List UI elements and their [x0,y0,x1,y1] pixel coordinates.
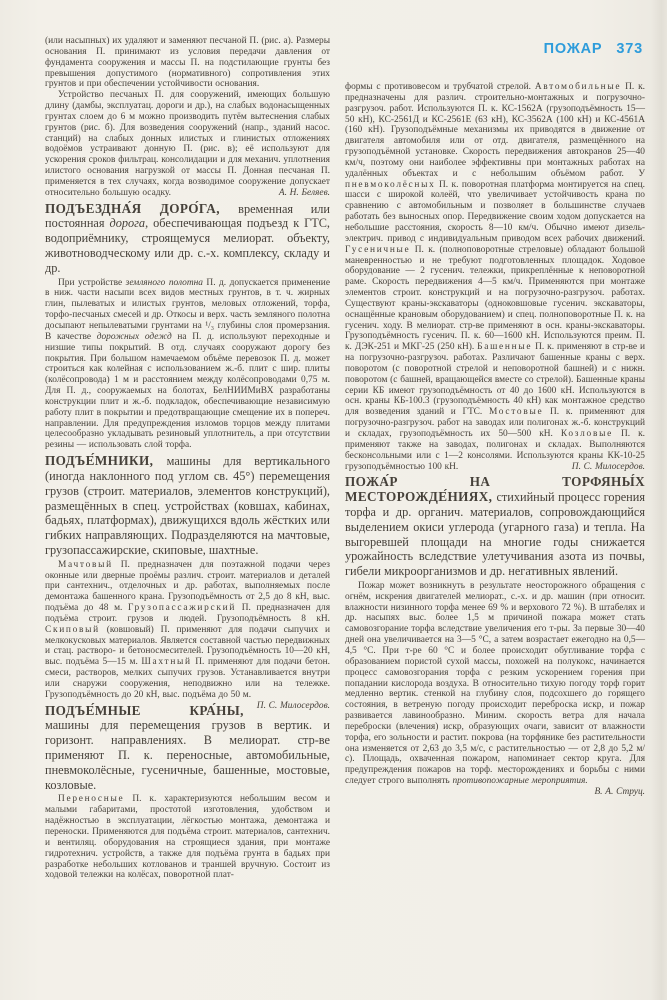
text-segment: П. к. применяют также на заводах, полигонах и складах. Выполняются бесконсольными или с 1—2 консолями. Используются краны КК-10-25 грузоподъёмностью 100 кН. [345,429,645,472]
text-segment: П. к. поворотная платформа монтируется на спец. шасси с широкой колеёй, что увеличивает устойчивость крана по сравнению с автомобильным и позволяет в большинстве случаев работать без выносных опор. Передвижение своим ходом допускается на небольшие расстояния, скорость 8—10 км/ч. Обычно имеют дизель-электрич. привод с индивидуальным приводом всех рабочих движений. [345,179,645,244]
text-segment: Гусеничные [345,244,411,255]
text-segment: П. к. предназначены для различ. строительно-монтажных и погрузочно-разгрузоч. работ. Используются П. к. КС-1562А (грузоподъёмность 15—50 кН), КС-2561Д и КС-2561Е (63 кН), КС-3562А (100 кН) и КС-4561А (160 кН). Грузоподъёмные механизмы их приводятся в движение от двигателя автомобиля или от отд. двигателя, размещённого на грузоподъёмной установке. Скорость передвижения автокранов 25—40 км/ч, поэтому они наиболее эффективны при монтажных работах на удалённых объектах и с небольшим объёмом работ. У [345,82,645,179]
entry-lead-paragraph [45,454,330,558]
text-segment: Пожар может возникнуть в результате неосторожного обращения с огнём, искрения двигателей мелиорат., с.-х. и др. машин (при относит. влажности низинного торфа менее 69 % и верхового 72 %). В штабелях и др. насыпях выс. более 1,5 м причиной пожара может стать самовозгорание торфа вследствие увеличения его т-ры. За первые 30—40 дней она увеличивается на 3—5 °С, а затем возрастает ежегодно на 0,5—4,5 °С. При т-ре 60 °С и более происходит обугливание торфа с образованием пористой сухой массы, похожей на полукокс, начинается процесс самовозгорания торфа с резким ускорением горения при попадании кислорода воздуха. В относительно тихую погоду торф горит медленно вертик. стенкой на глубину слоя, подсохшего до горящего состояния, в ветреную погоду происходит переброска искр, и пожар развивается лавинообразно. Миним. скорость ветра для начала переброски (влечения) искр, образующих очаги, зависит от влажности торфа, его зольности и растит. покрова (на торфянике без растительности она изменяется от 2,63 до 3,5 м/с, с растительностью — от 2,8 до 5,2 м/с). Площадь, охваченная пожаром, напоминает сектор круга. Для предупреждения пожаров на торф. месторождениях и борьбы с ними следует строго выполнять [345,580,645,787]
right-column-text [345,82,645,797]
text-segment: машины для перемещения грузов в вертик. и горизонт. направлениях. В мелиорат. стр-ве применяют П. к. переносные, автомобильные, пневмоколёсные, гусеничные, башенные, мостовые, козловые. [45,718,330,792]
text-segment: временная или постоянная [45,201,330,231]
text-segment: Мачтовый [58,559,113,570]
text-columns [45,36,645,881]
text-segment: дорога [109,216,146,231]
text-segment: на П. д. используют переходные и низшие типы покрытий. В отд. случаях сооружают дорогу без покрытия. При большом намечаемом объёме перевозок П. д. может строиться как колейная с использованием ж.-б. плит с шир. плиты (колёсопровода) 1 м и расстоянием между колёсопроводами 0,75 м. Для П. д., сооружаемых на болотах, БелНИИМиВХ разработаны конструкции плит и ж.-б. подкладок, обеспечивающие независимую работу плит в покрытии и предотвращающие смещение их в попереч. направлении. Для предупреждения изломов торцов между плитами целесообразно укладывать резиновый уплотнитель, а при отсутствии резины — использовать слой торфа. [45,331,330,451]
right-column [345,36,645,881]
text-segment: П. применяют для подачи бетон. смеси, растворов, мелких сыпучих грузов. Устанавливается внутри или снаружи сооружения, неподвижно или на тележке. Грузоподъёмность до 20 кН, выс. подъёма до 50 м. [45,657,330,700]
page-number: 373 [616,41,643,57]
text-segment: дорожных одежд [96,331,172,342]
entry-lead-paragraph [345,475,645,579]
text-segment: П. к. (полноповоротные стреловые) обладают большой маневренностью и не требуют подготовленных площадок. Ходовое оборудование — 2 гусенич. тележки, прикреплённые к неповоротной раме. Скорость передвижения 4—5 км/ч. Применяются при монтаже элементов строит. конструкций и на погрузочно-разгрузоч. работах. Существуют краны-экскаваторы (одноковшовые гусенич. экскаваторы, оснащённые крановым оборудованием) и спец. полноповоротные П. к. на гусенич. ходу. В мелиорат. стр-ве применяют в осн. краны-экскаваторы. Грузоподъёмность гусенич. П. к. 60—1600 кН. Используются преим. П. к. ДЭК-251 и МКГ-25 (250 кН). [345,244,645,353]
body-paragraph [345,580,645,797]
text-segment: Мостовые [488,407,544,418]
entry-lead-paragraph [45,202,330,276]
body-paragraph [45,36,330,90]
author-signature: П. С. Милосердов. [571,461,645,472]
body-paragraph [45,90,330,198]
left-column [45,36,330,881]
text-segment: Козловые [560,429,613,439]
text-segment: При устройстве [58,277,126,288]
entry-headword: ПОЖА́Р НА ТОРФЯНЫ́Х МЕСТОРОЖДЕ́НИЯХ, [345,474,645,505]
text-segment: Устройство песчаных П. для сооружений, имеющих большую длину (дамбы, эксплуатац. дороги и др.), на слабых водонасыщенных грунтах слоем до 6 м можно производить путём вытеснения слабых грунтов (рис. б). Для возведения сооружений (напр., зданий насос. станций) на слабых донных илистых и глинистых отложениях водоёмов устраивают донную П. (рис. в); её используют для ускорения сроков фильтрац. консолидации и для механич. уплотнения илистого основания нагрузкой от массы П. Донная песчаная П. применяется в тех случаях, когда возводимое сооружение допускает относительно большую осадку. [45,90,330,198]
text-segment: земляного полотна [125,277,203,288]
text-segment: Автомобильные [534,82,622,92]
author-signature: В. А. Струц. [594,786,645,797]
body-paragraph [45,278,330,452]
running-head [345,41,643,57]
text-segment: , обеспечивающая подъезд к ГТС, водоприёмнику, строящемуся мелиорат. объекту, животноводческому или др. с.-х. комплексу, складу и др. [45,216,330,275]
text-segment: Шахтный [141,657,192,668]
text-segment: П. к. характеризуются небольшим весом и малыми габаритами, простотой изготовления, удобством и надёжностью в эксплуатации, лёгкостью монтажа, демонтажа и переноски. Применяются для подъёма строит. материалов, сантехнич. и вентиляц. оборудования на строящиеся здания, при монтаже гидротехнич. устройств, а также для подъёма грунта в бадьях при разработке небольших котлованов и траншей вручную. Состоит из ходовой тележки на колёсах, поворотной плат- [45,794,330,881]
author-signature: П. С. Милосердов. [256,700,330,711]
text-segment: Башенные [477,342,533,353]
body-paragraph [45,794,330,881]
text-segment: формы с противовесом и трубчатой стрелой. [345,82,535,92]
text-segment: П. к. применяют для погрузочно-разгрузоч. работ на заводах или полигонах ж.-б. конструкций и складах, грузоподъёмность их 50—500 кН. [345,407,645,439]
entry-lead-paragraph [45,704,330,793]
text-segment: П. д. допускается применение в ниж. части насыпи всех видов местных грунтов, в т. ч. жирных глин, пылеватых и илистых грунтов, меловых отложений, торфа, торфо-песчаных смесей и др. Откосы и верх. часть земляного полотна досыпают непылеватыми грунтами на ¹/₃ глубины слоя промерзания. В качестве [45,277,330,342]
text-segment: противопожарные мероприятия. [452,776,588,787]
text-segment: Переносные [58,794,125,805]
running-head-title: ПОЖАР [543,41,603,57]
text-segment: П. к. применяют в стр-ве и на погрузочно-разгрузоч. работах. Различают башенные краны с верх. поворотом (с поворотной стрелой и неповоротной башней) и с нижн. поворотом (с башней, вращающейся вместе со стрелой). Башенные краны серии КБ имеют грузоподъёмность от 40 до 1600 кН. Используются в осн. краны КБ-100.3 (грузоподъёмность 40 кН) как монтажное средство для возведения зданий и ГТС. [345,342,645,418]
text-segment: стихийный процесс горения торфа и др. органич. материалов, сопровождающийся выделением окиси углерода (угарного газа) и тепла. На выгоревшей площади на многие годы снижается урожайность вследствие улетучивания азота из почвы, гибели микроорганизмов и др. негативных явлений. [345,490,645,579]
body-paragraph [345,82,645,472]
text-segment: Грузопассажирский [128,603,237,614]
entry-headword: ПОДЪЕ́МНИКИ, [45,453,167,469]
text-segment: (или насыпных) их удаляют и заменяют песчаной П. (рис. а). Размеры основания П. принимают из условия передачи давления от фундамента сооружения и массы П. на подстилающие грунты без превышения допустимого (нормативного) сопротивления этих грунтов и при обеспечении устойчивости основания. [45,36,330,90]
author-signature: А. Н. Беляев. [278,187,330,198]
text-segment: П. предназначен для поэтажной подачи через оконные или дверные проёмы различ. строит. материалов и деталей при сантехнич., отделочных и др. работах, выполняемых после демонтажа башенного крана. Грузоподъёмность от 2,5 до 8 кН, выс. подъёма до 48 м. [45,559,330,614]
entry-headword: ПОДЪЕ́МНЫЕ КРА́НЫ, [45,702,244,718]
text-segment: машины для вертикального (иногда наклонного под углом св. 45°) перемещения грузов (строит. материалов, элементов конструкций), размещённых в спец. устройствах (ковшах, кабинах, бадьях, платформах), движущихся вдоль жёстких или гибких направляющих. Подразделяются на мачтовые, грузопассажирские, скиповые, шахтные. [45,454,331,557]
text-segment: П. предназначен для подъёма строит. грузов и людей. Грузоподъёмность 8 кН. [45,603,331,624]
text-segment: пневмоколёсных [345,179,436,190]
entry-headword: ПОДЪЕЗДНА́Я ДОРО́ГА, [45,200,239,216]
text-segment: Скиповый [45,624,100,635]
text-segment: (ковшовый) П. применяют для подачи сыпучих и мелкокусковых материалов. Является составной частью передвижных и стац. растворо- и бетоносмесителей. Грузоподъёмность 10—20 кН, выс. подъёма 5—15 м. [45,624,330,668]
